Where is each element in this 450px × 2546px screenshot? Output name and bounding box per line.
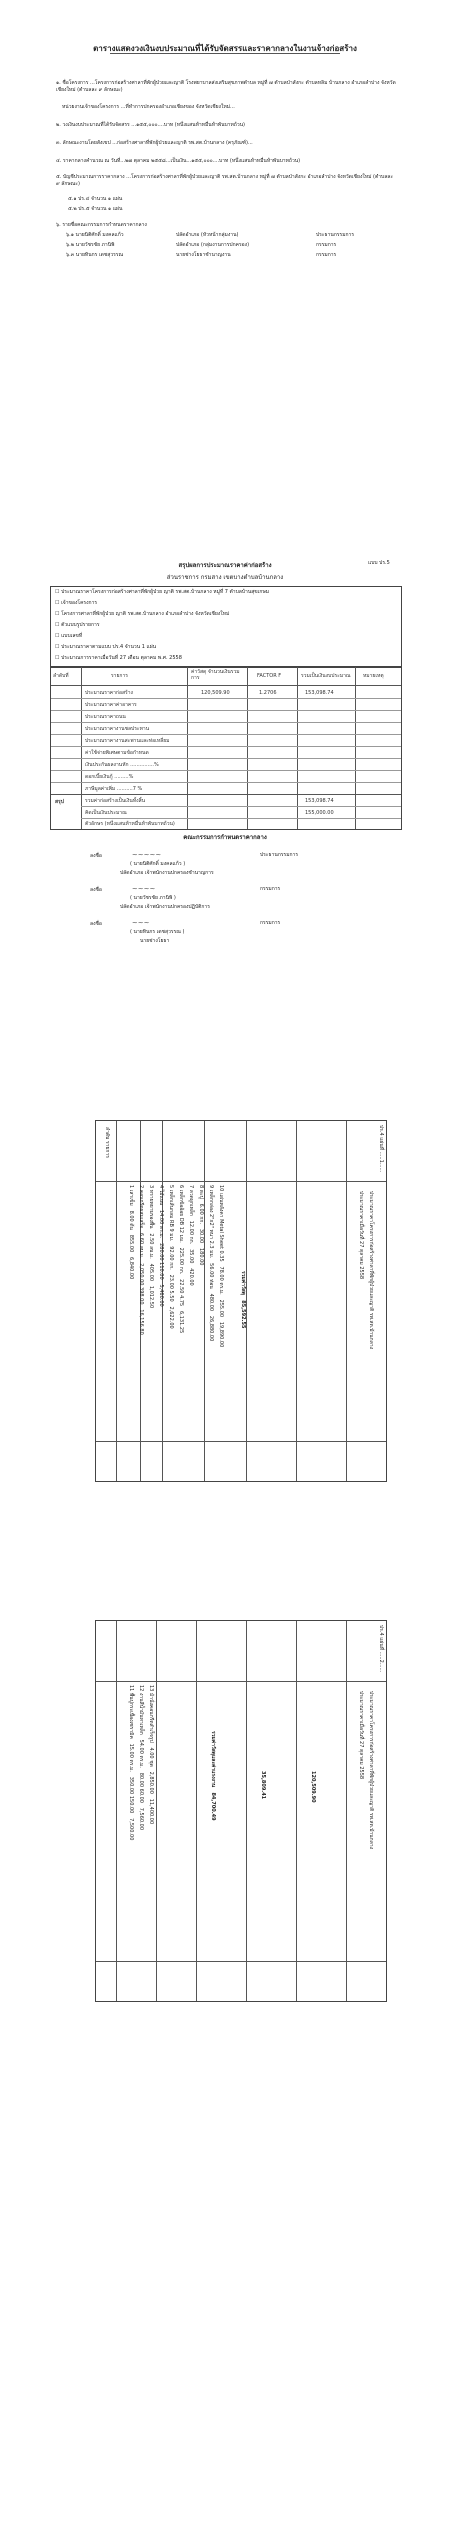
- table-row: เงินประกันผลงานหัก ...............%: [51, 759, 401, 771]
- table-row: ประมาณราคาถนน: [51, 711, 401, 723]
- table-row: 13 ม้านั่งคอนกรีตสำเร็จรูป 4.00 ชุด 2,850.00 11,400.00: [148, 1685, 154, 1825]
- page-3: [0, 1090, 450, 1510]
- check-item: ☐ ประมาณราคาตามแบบ ปร.4 จำนวน 1 แผ่น: [55, 644, 157, 650]
- table-row: 10 แผ่นหลังคา Metal Sheet 0.35 78.00 ตร.ม. 255.00 19,890.00: [218, 1185, 224, 1348]
- checklist-box: [50, 586, 402, 668]
- check-item: ☐ ประมาณราคาโครงการก่อสร้างศาลาที่พักผู้ป่วย ญาติ รพ.สต.บ้านกลาง หมู่ที่ 7 ตำบลบ้านสุขเกษม: [55, 589, 270, 595]
- table-row: 9 เหล็กกล่อง 2"x2" หนา 2.3 มม. 56.00 ท่อน 480.00 26,880.00: [208, 1185, 214, 1342]
- summary-row: คิดเป็นเงินประมาณ 155,000.00: [81, 807, 401, 819]
- col-header: หมายเหตุ: [363, 673, 384, 679]
- check-item: ☐ ตัวแบบรูปรายการ: [55, 622, 100, 628]
- grand-total: 120,509.90: [310, 1771, 316, 1803]
- committee-row: ๖.๒ นายวัชรชัย ภานิพิ ปลัดอำเภอ (กลุ่มงานการปกครอง) กรรมการ: [66, 242, 337, 248]
- col-header: รวมเป็นเงินงบประมาณ: [301, 673, 351, 679]
- sheet-subheader: ประมาณราคาเมื่อวันที่ 27 ตุลาคม 2558: [358, 1691, 364, 1780]
- sheet-subheader: ประมาณราคาเมื่อวันที่ 27 ตุลาคม 2558: [358, 1191, 364, 1280]
- page-1: [0, 0, 450, 420]
- summary-table: [50, 666, 402, 830]
- estimate-list: ๕. บัญชีประมาณการราคากลาง ...โครงการก่อสร้างศาลาที่พักผู้ป่วยและญาติ รพ.สต.บ้านกลาง หมู่ที่ ๗ ตำบลป่าสังกะ อำเภอลำปาง จังหวัดเชียงใหม่ (ตำบลละ ๙ ลักษณะ): [56, 174, 394, 187]
- page-4: [0, 1590, 450, 2030]
- table-row: 12 งานสีน้ำมันทาเหล็ก 54.00 ตร.ม. 80.00 60.00 7,560.00: [138, 1685, 144, 1831]
- check-item: ☐ แบบเลขที่: [55, 633, 83, 639]
- total-row: รวมค่าวัสดุ 85,592.55: [240, 1271, 246, 1329]
- table-row: ประมาณราคางานชลประทาน: [51, 723, 401, 735]
- form-code: แบบ ปร.5: [368, 560, 390, 566]
- table-row: 2 คอนกรีตผสมเสร็จ 6.60 ลบ.ม. 2,050.00 398.00 16,156.80: [138, 1185, 144, 1335]
- col-header: ค่าวัสดุ จำนวนเงินรวมการ: [191, 669, 240, 681]
- sheet-header: ประมาณราคาโครงการก่อสร้างศาลาที่พักผู้ป่วยและญาติ รพ.สต.บ้านกลาง: [368, 1691, 374, 1850]
- page-title: ตารางแสดงวงเงินงบประมาณที่ได้รับจัดสรรและราคากลางในงานจ้างก่อสร้าง: [93, 44, 357, 53]
- committee-list: [66, 232, 406, 262]
- subtotal-row: รวมค่าวัสดุและค่าแรงงาน 84,700.49: [210, 1731, 216, 1821]
- table-row: ดอกเบี้ยเงินกู้ .........%: [51, 771, 401, 783]
- table-row: ประมาณราคางานสะพานและท่อเหลี่ยม: [51, 735, 401, 747]
- sheet-form: ปร.4 แผ่นที่ .....1......: [378, 1125, 384, 1173]
- committee-heading: ๖. รายชื่อคณะกรรมการกำหนดราคากลาง: [56, 222, 147, 228]
- page-2: [0, 560, 450, 1000]
- owner-agency: หน่วยงานเจ้าของโครงการ ...ที่ทำการปกครองอำเภอเชียงของ จังหวัดเชียงใหม่...: [62, 104, 235, 110]
- summary-row: รวมค่าก่อสร้างเป็นเงินทั้งสิ้น 153,098.74: [81, 795, 401, 807]
- signature-block: ลงชื่อ ~~~~~ ประธานกรรมการ ( นายนิติศักดิ์ มงคลแก้ว ) ปลัดอำเภอ เจ้าพนักงานปกครองชำนาญการ ลงชื่อ ~~~~ กรรมการ ( นายวัชรชัย ภานิพิ ) ปลัดอำเภอ เจ้าพนักงานปกครองปฏิบัติการ ลงชื่อ ~~~ กรรมการ ( นายทินกร เดชสุวรรณ ) นายช่างโยธา: [90, 851, 299, 944]
- table-row: 11 พื้นปูกระเบื้องเซรามิค 15.00 ตร.ม. 350.00 150.00 7,500.00: [128, 1685, 134, 1841]
- col-header: ลำดับที่: [53, 673, 69, 679]
- summary-label: สรุป: [55, 799, 64, 805]
- sheet-form: ปร.4 แผ่นที่ .....2......: [378, 1625, 384, 1673]
- summary-title: สรุปผลการประมาณราคาค่าก่อสร้าง: [178, 562, 272, 569]
- estimate-sub-1: ๕.๑ ปร.๔ จำนวน ๑ แผ่น: [68, 196, 123, 202]
- table-row: 5 เหล็กเส้นกลม RB 9 มม. 92.00 กก. 23.00 5.50 2,622.00: [168, 1185, 174, 1329]
- col-header: รายการ: [104, 1141, 110, 1158]
- check-item: ☐ โครงการศาลาที่พักผู้ป่วย ญาติ รพ.สต.บ้านกลาง อำเภอลำปาง จังหวัดเชียงใหม่: [55, 611, 230, 617]
- table-row: 6 เหล็กข้ออ้อย DB 12 มม. 225.00 กก. 22.50 4.75 6,131.25: [178, 1185, 184, 1334]
- col-header: FACTOR F: [257, 673, 282, 679]
- check-item: ☐ ประมาณการราคาเมื่อวันที่ 27 เดือน ตุลาคม พ.ศ. 2558: [55, 655, 182, 661]
- committee-row: ๖.๑ นายนิติศักดิ์ มงคลแก้ว ปลัดอำเภอ (หัวหน้ากลุ่มงาน) ประธานกรรมการ: [66, 232, 355, 238]
- col-header: ลำดับ: [104, 1127, 110, 1140]
- table-row: ภาษีมูลค่าเพิ่ม ..........7 %: [51, 783, 401, 795]
- table-row: 1 เสาเข็ม 8.00 ต้น 855.00 6,840.00: [128, 1185, 134, 1280]
- budget-line: ๒. วงเงินงบประมาณที่ได้รับจัดสรร ...๑๕๕,๐๐๐....บาท (หนึ่งแสนห้าหมื่นห้าพันบาทถ้วน): [56, 122, 245, 128]
- table-row: ประมาณราคาค่าอาคาร: [51, 699, 401, 711]
- median-price-line: ๔. ราคากลางคำนวณ ณ วันที่...๒๗ ตุลาคม ๒๕๕๘...เป็นเงิน...๑๕๕,๐๐๐....บาท (หนึ่งแสนห้าหมื่นห้าพันบาทถ้วน): [56, 158, 301, 164]
- project-name: ๑. ชื่อโครงการ ...โครงการก่อสร้างศาลาที่พักผู้ป่วยและญาติ โรงพยาบาลส่งเสริมสุขภาพตำบล หมู่ที่ ๗ ตำบลป่าสังกะ ตำบลหลิม บ้านกลาง อำเภอลำปาง จังหวัดเชียงใหม่ (ตำบลละ ๙ ลักษณะ): [56, 80, 396, 93]
- check-item: ☐ เจ้าของโครงการ: [55, 600, 98, 606]
- estimate-sheet-2: [95, 1620, 387, 2002]
- sheet-header: ประมาณราคาโครงการก่อสร้างศาลาที่พักผู้ป่วยและญาติ รพ.สต.บ้านกลาง: [368, 1191, 374, 1350]
- table-row: ประมาณราคาก่อสร้าง 120,509.90 1.2706 153,098.74: [51, 687, 401, 699]
- committee-row: ๖.๓ นายทินกร เดชสุวรรณ นายช่างโยธาชำนาญงาน กรรมการ: [66, 252, 337, 258]
- table-row: 3 ทรายหยาบรองพื้น 2.50 ลบ.ม. 405.00 1,012.50: [148, 1185, 154, 1309]
- col-header: รายการ: [111, 673, 128, 679]
- committee-title: คณะกรรมการกำหนดราคากลาง: [183, 834, 267, 841]
- summary-subtitle: ส่วนราชการ กรมสาง เขตบางตำบลบ้านกลาง: [166, 574, 284, 581]
- table-row: 8 ตะปู 6.00 กก. 30.00 180.00: [198, 1185, 204, 1266]
- table-row: ค่าใช้จ่ายพิเศษตามข้อกำหนด: [51, 747, 401, 759]
- labor-total: 35,809.41: [260, 1771, 266, 1800]
- estimate-sub-2: ๕.๒ ปร.๕ จำนวน ๑ แผ่น: [68, 206, 123, 212]
- table-row: 7 ลวดผูกเหล็ก 12.00 กก. 35.00 420.00: [188, 1185, 194, 1286]
- summary-row: ตัวอักษร (หนึ่งแสนห้าหมื่นห้าพันบาทถ้วน): [85, 821, 175, 827]
- work-summary: ๓. ลักษณะงานโดยสังเขป ...ก่อสร้างศาลาที่พักผู้ป่วยและญาติ รพ.สต.บ้านกลาง (ครุภัณฑ์)...: [56, 140, 253, 146]
- table-row: 4 ไม้แบบ 14.00 ตร.ม. 280.00 110.00 5,460.00: [158, 1185, 164, 1307]
- estimate-sheet-1: [95, 1120, 387, 1482]
